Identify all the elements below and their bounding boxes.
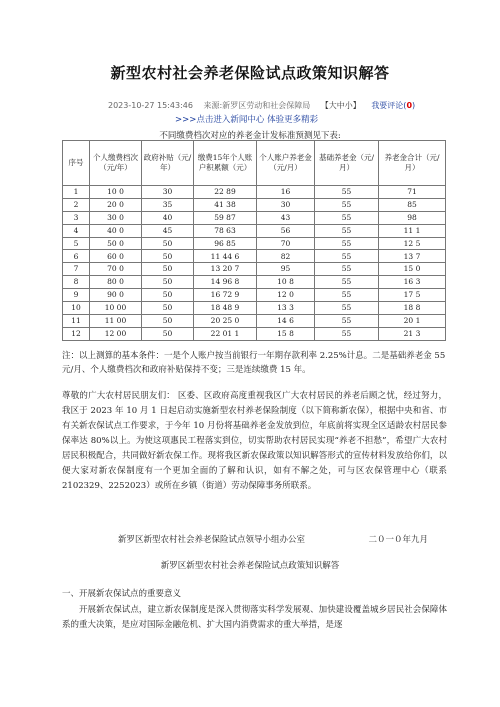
news-center-link[interactable]: >>>点击进入新闻中心 体验更多精彩 [175, 115, 319, 125]
cell-contribution: 40 0 [90, 224, 142, 237]
cell-subsidy: 50 [142, 237, 194, 250]
header-total-pension: 养老金合计（元/月） [379, 141, 446, 186]
cell-index: 3 [63, 211, 90, 224]
table-row [63, 289, 446, 302]
cell-accumulation: 13 20 7 [194, 263, 257, 276]
cell-accumulation: 22 01 1 [194, 327, 257, 340]
cell-basic-pension: 55 [315, 237, 379, 250]
comment-label: 我要评论( [371, 101, 407, 110]
cell-total-pension: 15 0 [379, 263, 446, 276]
cell-personal-pension: 30 [257, 198, 315, 211]
cell-personal-pension: 10 8 [257, 276, 315, 289]
cell-index: 6 [63, 250, 90, 263]
cell-subsidy: 50 [142, 250, 194, 263]
cell-total-pension: 18 8 [379, 302, 446, 315]
article-title: 新型农村社会养老保险试点政策知识解答 [110, 64, 390, 82]
cell-total-pension: 16 3 [379, 276, 446, 289]
section-paragraph: 开展新农保试点，建立新农保制度是深入贯彻落实科学发展观、加快建设覆盖城乡居民社会保障体系的重大决策，是应对国际金融危机、扩大国内消费需求的重大举措，是逐 [62, 605, 447, 630]
cell-accumulation: 14 96 8 [194, 276, 257, 289]
cell-subsidy: 50 [142, 263, 194, 276]
cell-subsidy: 50 [142, 327, 194, 340]
cell-index: 10 [63, 302, 90, 315]
comment-close: ) [412, 101, 416, 110]
cell-total-pension: 71 [379, 186, 446, 199]
table-row [63, 237, 446, 250]
cell-accumulation: 96 85 [194, 237, 257, 250]
cell-subsidy: 45 [142, 224, 194, 237]
cell-subsidy: 35 [142, 198, 194, 211]
table-row [63, 224, 446, 237]
cell-personal-pension: 12 0 [257, 289, 315, 302]
cell-accumulation: 11 44 6 [194, 250, 257, 263]
cell-basic-pension: 55 [315, 314, 379, 327]
table-row [63, 198, 446, 211]
cell-contribution: 12 00 [90, 327, 142, 340]
header-personal-pension: 个人账户养老金（元/月） [257, 141, 315, 186]
cell-subsidy: 30 [142, 186, 194, 199]
cell-personal-pension: 82 [257, 250, 315, 263]
cell-subsidy: 50 [142, 289, 194, 302]
cell-basic-pension: 55 [315, 186, 379, 199]
table-row [63, 314, 446, 327]
article-datetime: 2023-10-27 15:43:46 [108, 101, 193, 110]
cell-index: 9 [63, 289, 90, 302]
cell-subsidy: 50 [142, 302, 194, 315]
cell-contribution: 11 00 [90, 314, 142, 327]
article-meta [108, 100, 423, 111]
cell-basic-pension: 55 [315, 263, 379, 276]
cell-contribution: 80 0 [90, 276, 142, 289]
cell-accumulation: 41 38 [194, 198, 257, 211]
table-caption: 不同缴费档次对应的养老金计发标准预测见下表: [159, 131, 341, 141]
comment-link[interactable] [371, 101, 415, 110]
cell-personal-pension: 95 [257, 263, 315, 276]
cell-basic-pension: 55 [315, 289, 379, 302]
table-header-row [63, 141, 446, 186]
cell-total-pension: 85 [379, 198, 446, 211]
cell-accumulation: 18 48 9 [194, 302, 257, 315]
header-accumulation: 缴费15年个人账户积累额（元） [194, 141, 257, 186]
table-note: 注：以上测算的基本条件：一是个人账户按当前银行一年期存款利率 2.25%计息。二是基础养老金 55 元/月、个人缴费档次和政府补贴保持不变；三是连续缴费 15 年。 [62, 351, 446, 375]
header-index: 序号 [63, 141, 90, 186]
table-row [63, 263, 446, 276]
cell-accumulation: 22 89 [194, 186, 257, 199]
table-row [63, 302, 446, 315]
cell-contribution: 70 0 [90, 263, 142, 276]
cell-subsidy: 40 [142, 211, 194, 224]
cell-total-pension: 11 1 [379, 224, 446, 237]
comment-count: 0 [406, 101, 413, 110]
cell-personal-pension: 13 3 [257, 302, 315, 315]
cell-total-pension: 20 1 [379, 314, 446, 327]
cell-accumulation: 59 87 [194, 211, 257, 224]
cell-basic-pension: 55 [315, 250, 379, 263]
section-heading: 一、开展新农保试点的重要意义 [62, 589, 182, 599]
cell-index: 11 [63, 314, 90, 327]
cell-index: 2 [63, 198, 90, 211]
cell-total-pension: 13 7 [379, 250, 446, 263]
cell-total-pension: 21 3 [379, 327, 446, 340]
cell-index: 5 [63, 237, 90, 250]
cell-personal-pension: 70 [257, 237, 315, 250]
table-row [63, 186, 446, 199]
cell-contribution: 30 0 [90, 211, 142, 224]
cell-basic-pension: 55 [315, 327, 379, 340]
table-row [63, 327, 446, 340]
cell-index: 8 [63, 276, 90, 289]
cell-basic-pension: 55 [315, 211, 379, 224]
cell-contribution: 90 0 [90, 289, 142, 302]
cell-index: 1 [63, 186, 90, 199]
header-basic-pension: 基础养老金（元/月） [315, 141, 379, 186]
letter-paragraph: 尊敬的广大农村居民朋友们： 区委、区政府高度重视我区广大农村居民的养老后顾之忧，经过努力，我区于 2023 年 10 月 1 日起启动实施新型农村养老保险制度（以下简称新农保），根据中央和省、市有关新农保试点工作要求，于今年 10 月份将基础养老金发放到位，年底前将实现全区适龄农村居民参保率达 80%以上。为使这项惠民工程落实到位，切实帮助农村居民实现“养老不担愁”，希望广大农村居民积极配合，共同做好新农保工作。现将我区新农保政策以知识解答形式的宣传材料发放给你们，以便大家对新农保制度有一个更加全面的了解和认识，如有不解之处，可与区农保管理中心（联系 2102329、2252023）或所在乡镇（街道）劳动保障事务所联系。 [62, 391, 447, 491]
cell-index: 7 [63, 263, 90, 276]
cell-personal-pension: 56 [257, 224, 315, 237]
cell-accumulation: 20 25 0 [194, 314, 257, 327]
signature-date: 二０一０年九月 [368, 535, 428, 545]
cell-personal-pension: 15 8 [257, 327, 315, 340]
cell-contribution: 50 0 [90, 237, 142, 250]
cell-basic-pension: 55 [315, 224, 379, 237]
font-size-control[interactable]: 【大中小】 [320, 101, 361, 110]
cell-basic-pension: 55 [315, 276, 379, 289]
cell-subsidy: 50 [142, 276, 194, 289]
cell-total-pension: 12 5 [379, 237, 446, 250]
cell-total-pension: 17 5 [379, 289, 446, 302]
table-row [63, 250, 446, 263]
table-row [63, 211, 446, 224]
cell-index: 4 [63, 224, 90, 237]
header-contribution: 个人缴费档次（元/年） [90, 141, 142, 186]
cell-accumulation: 78 63 [194, 224, 257, 237]
cell-subsidy: 50 [142, 314, 194, 327]
article-source: 来源:新罗区劳动和社会保障局 [203, 101, 311, 110]
table-row [63, 276, 446, 289]
cell-contribution: 10 00 [90, 302, 142, 315]
pension-table [62, 140, 446, 341]
cell-contribution: 10 0 [90, 186, 142, 199]
section-title: 新罗区新型农村社会养老保险试点政策知识解答 [160, 561, 340, 571]
cell-total-pension: 98 [379, 211, 446, 224]
cell-basic-pension: 55 [315, 198, 379, 211]
header-subsidy: 政府补贴（元/年） [142, 141, 194, 186]
signature-line [118, 533, 428, 545]
cell-index: 12 [63, 327, 90, 340]
cell-contribution: 60 0 [90, 250, 142, 263]
cell-personal-pension: 43 [257, 211, 315, 224]
cell-personal-pension: 14 6 [257, 314, 315, 327]
signature-org: 新罗区新型农村社会养老保险试点领导小组办公室 [118, 535, 306, 545]
cell-contribution: 20 0 [90, 198, 142, 211]
cell-accumulation: 16 72 9 [194, 289, 257, 302]
cell-personal-pension: 16 [257, 186, 315, 199]
cell-basic-pension: 55 [315, 302, 379, 315]
